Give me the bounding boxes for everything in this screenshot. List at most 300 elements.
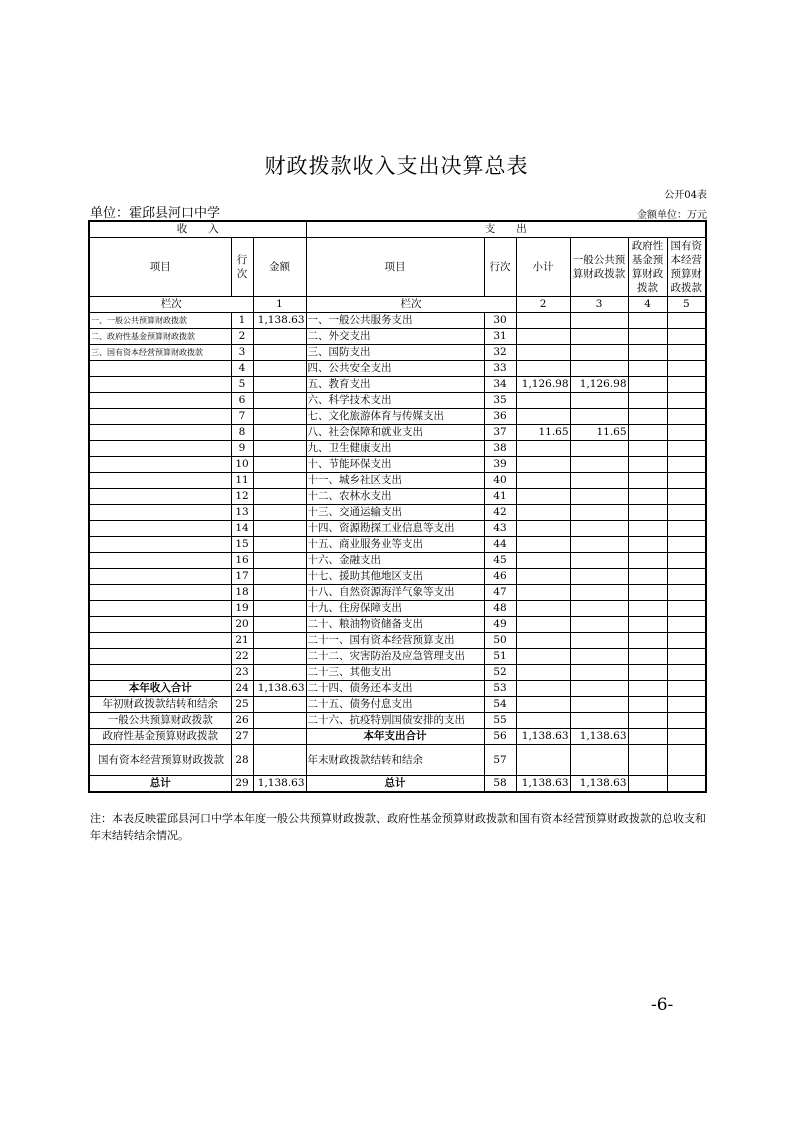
state-capital-cell: [667, 713, 706, 729]
table-row: [89, 505, 706, 521]
income-amount-cell: [253, 713, 306, 729]
form-code: 公开04表: [664, 190, 707, 201]
income-line-cell: 25: [231, 697, 253, 713]
state-capital-cell: [667, 633, 706, 649]
expense-line-cell: 50: [484, 633, 516, 649]
income-amount-cell: [253, 505, 306, 521]
income-item-cell: [89, 441, 231, 457]
income-item-cell: 一、一般公共预算财政拨款: [89, 313, 231, 329]
expense-line-cell: 54: [484, 697, 516, 713]
table-row: [89, 329, 706, 345]
col-govfund-header: 政府性基金预算财政拨款: [628, 238, 667, 297]
table-row: [89, 489, 706, 505]
income-line-cell: 16: [231, 553, 253, 569]
expense-line-cell: 45: [484, 553, 516, 569]
subtotal-cell: [516, 329, 570, 345]
income-item-cell: [89, 537, 231, 553]
general-budget-cell: [570, 665, 628, 681]
general-budget-cell: [570, 489, 628, 505]
expense-item-cell: 年末财政拨款结转和结余: [306, 745, 484, 776]
general-budget-cell: 1,138.63: [570, 776, 628, 793]
expense-item-cell: 二十四、债务还本支出: [306, 681, 484, 697]
gov-fund-cell: [628, 521, 667, 537]
income-amount-cell: [253, 665, 306, 681]
col-num-5: 5: [667, 297, 706, 313]
expense-line-cell: 46: [484, 569, 516, 585]
expense-item-cell: 五、教育支出: [306, 377, 484, 393]
income-line-cell: 23: [231, 665, 253, 681]
subtotal-cell: [516, 457, 570, 473]
income-line-cell: 19: [231, 601, 253, 617]
general-budget-cell: [570, 697, 628, 713]
state-capital-cell: [667, 377, 706, 393]
income-item-cell: [89, 585, 231, 601]
expense-line-cell: 38: [484, 441, 516, 457]
table-row: [89, 361, 706, 377]
table-row: [89, 697, 706, 713]
expense-item-cell: 九、卫生健康支出: [306, 441, 484, 457]
state-capital-cell: [667, 649, 706, 665]
income-item-cell: 本年收入合计: [89, 681, 231, 697]
state-capital-cell: [667, 457, 706, 473]
expense-line-cell: 58: [484, 776, 516, 793]
state-capital-cell: [667, 569, 706, 585]
income-item-cell: [89, 649, 231, 665]
subtotal-cell: [516, 489, 570, 505]
income-line-cell: 8: [231, 425, 253, 441]
general-budget-cell: [570, 601, 628, 617]
table-row: [89, 713, 706, 729]
expense-item-cell: 三、国防支出: [306, 345, 484, 361]
subtotal-cell: [516, 601, 570, 617]
income-amount-cell: [253, 329, 306, 345]
table-row: [89, 473, 706, 489]
state-capital-cell: [667, 361, 706, 377]
income-item-cell: 国有资本经营预算财政拨款: [89, 745, 231, 776]
col-amount-header: 金额: [253, 238, 306, 297]
income-line-cell: 13: [231, 505, 253, 521]
expense-item-cell: 二、外交支出: [306, 329, 484, 345]
table-row: [89, 601, 706, 617]
general-budget-cell: [570, 585, 628, 601]
subtotal-cell: [516, 537, 570, 553]
expense-line-cell: 33: [484, 361, 516, 377]
subtotal-cell: [516, 697, 570, 713]
table-row: [89, 569, 706, 585]
income-line-cell: 22: [231, 649, 253, 665]
income-amount-cell: [253, 569, 306, 585]
subtotal-cell: [516, 441, 570, 457]
gov-fund-cell: [628, 681, 667, 697]
income-line-cell: 17: [231, 569, 253, 585]
income-line-cell: 7: [231, 409, 253, 425]
col-statecap-header: 国有资本经营预算财政拨款: [667, 238, 706, 297]
table-row: [89, 521, 706, 537]
income-amount-cell: [253, 537, 306, 553]
subtotal-cell: [516, 473, 570, 489]
expense-item-cell: 十四、资源勘探工业信息等支出: [306, 521, 484, 537]
expense-item-cell: 二十三、其他支出: [306, 665, 484, 681]
general-budget-cell: 1,138.63: [570, 729, 628, 745]
income-item-cell: [89, 665, 231, 681]
table-row: [89, 457, 706, 473]
income-amount-cell: [253, 345, 306, 361]
expense-item-cell: 十二、农林水支出: [306, 489, 484, 505]
income-line-cell: 10: [231, 457, 253, 473]
subtotal-cell: [516, 585, 570, 601]
expense-line-cell: 57: [484, 745, 516, 776]
general-budget-cell: [570, 313, 628, 329]
income-amount-cell: [253, 409, 306, 425]
income-item-cell: [89, 361, 231, 377]
general-budget-cell: [570, 345, 628, 361]
gov-fund-cell: [628, 473, 667, 489]
gov-fund-cell: [628, 713, 667, 729]
col-num-2: 2: [516, 297, 570, 313]
income-amount-cell: [253, 457, 306, 473]
income-line-cell: 14: [231, 521, 253, 537]
gov-fund-cell: [628, 489, 667, 505]
subtotal-cell: 11.65: [516, 425, 570, 441]
income-amount-cell: 1,138.63: [253, 681, 306, 697]
income-amount-cell: [253, 521, 306, 537]
gov-fund-cell: [628, 393, 667, 409]
page-number: -6-: [651, 995, 674, 1015]
expense-item-cell: 二十二、灾害防治及应急管理支出: [306, 649, 484, 665]
subtotal-cell: [516, 649, 570, 665]
income-amount-cell: [253, 585, 306, 601]
subtotal-cell: [516, 681, 570, 697]
general-budget-cell: [570, 393, 628, 409]
expense-item-cell: 十、节能环保支出: [306, 457, 484, 473]
expense-line-cell: 44: [484, 537, 516, 553]
header-row-columns: [89, 238, 706, 297]
gov-fund-cell: [628, 633, 667, 649]
general-budget-cell: [570, 681, 628, 697]
income-amount-cell: 1,138.63: [253, 313, 306, 329]
col-num-1: 1: [253, 297, 306, 313]
state-capital-cell: [667, 505, 706, 521]
income-item-cell: [89, 473, 231, 489]
subtotal-cell: [516, 745, 570, 776]
income-line-cell: 15: [231, 537, 253, 553]
income-amount-cell: [253, 745, 306, 776]
state-capital-cell: [667, 665, 706, 681]
gov-fund-cell: [628, 601, 667, 617]
subtotal-cell: 1,138.63: [516, 729, 570, 745]
table-row: [89, 393, 706, 409]
expense-item-cell: 四、公共安全支出: [306, 361, 484, 377]
gov-fund-cell: [628, 617, 667, 633]
income-line-cell: 2: [231, 329, 253, 345]
income-item-cell: [89, 425, 231, 441]
subtotal-cell: 1,138.63: [516, 776, 570, 793]
subtotal-cell: [516, 313, 570, 329]
gov-fund-cell: [628, 409, 667, 425]
state-capital-cell: [667, 585, 706, 601]
income-line-cell: 21: [231, 633, 253, 649]
income-line-cell: 29: [231, 776, 253, 793]
table-row: [89, 425, 706, 441]
income-item-cell: [89, 553, 231, 569]
income-item-cell: [89, 569, 231, 585]
income-header: 收 入: [89, 221, 306, 238]
state-capital-cell: [667, 697, 706, 713]
income-line-cell: 6: [231, 393, 253, 409]
income-amount-cell: [253, 649, 306, 665]
general-budget-cell: [570, 361, 628, 377]
expense-header: 支 出: [306, 221, 706, 238]
expense-line-cell: 43: [484, 521, 516, 537]
subtotal-cell: [516, 617, 570, 633]
general-budget-cell: [570, 713, 628, 729]
income-line-cell: 18: [231, 585, 253, 601]
income-amount-cell: [253, 425, 306, 441]
gov-fund-cell: [628, 585, 667, 601]
income-amount-cell: [253, 617, 306, 633]
state-capital-cell: [667, 617, 706, 633]
col-label: 栏次: [89, 297, 253, 313]
page-title: 财政拨款收入支出决算总表: [264, 154, 529, 178]
general-budget-cell: 1,126.98: [570, 377, 628, 393]
subtotal-cell: [516, 569, 570, 585]
gov-fund-cell: [628, 441, 667, 457]
expense-line-cell: 52: [484, 665, 516, 681]
subtotal-cell: [516, 505, 570, 521]
general-budget-cell: [570, 617, 628, 633]
table-body: [89, 221, 706, 792]
expense-line-cell: 53: [484, 681, 516, 697]
income-item-cell: [89, 505, 231, 521]
expense-line-cell: 56: [484, 729, 516, 745]
subtotal-cell: [516, 409, 570, 425]
expense-line-cell: 41: [484, 489, 516, 505]
table-row: [89, 745, 706, 776]
income-item-cell: 年初财政拨款结转和结余: [89, 697, 231, 713]
gov-fund-cell: [628, 537, 667, 553]
general-budget-cell: [570, 745, 628, 776]
income-line-cell: 20: [231, 617, 253, 633]
gov-fund-cell: [628, 361, 667, 377]
col-label-2: 栏次: [306, 297, 516, 313]
col-line-header: 行次: [231, 238, 253, 297]
general-budget-cell: [570, 553, 628, 569]
income-item-cell: 二、政府性基金预算财政拨款: [89, 329, 231, 345]
expense-line-cell: 36: [484, 409, 516, 425]
table-row: [89, 345, 706, 361]
table-row: [89, 441, 706, 457]
expense-item-cell: 十一、城乡社区支出: [306, 473, 484, 489]
expense-item-cell: 六、科学技术支出: [306, 393, 484, 409]
income-line-cell: 3: [231, 345, 253, 361]
state-capital-cell: [667, 313, 706, 329]
state-capital-cell: [667, 489, 706, 505]
income-item-cell: 一般公共预算财政拨款: [89, 713, 231, 729]
subtotal-cell: 1,126.98: [516, 377, 570, 393]
gov-fund-cell: [628, 569, 667, 585]
col-item-header: 项目: [89, 238, 231, 297]
expense-item-cell: 八、社会保障和就业支出: [306, 425, 484, 441]
income-item-cell: [89, 409, 231, 425]
income-line-cell: 4: [231, 361, 253, 377]
income-amount-cell: [253, 377, 306, 393]
expense-line-cell: 51: [484, 649, 516, 665]
income-item-cell: 三、国有资本经营预算财政拨款: [89, 345, 231, 361]
state-capital-cell: [667, 729, 706, 745]
money-unit-label: 金额单位：万元: [637, 210, 707, 221]
expense-line-cell: 42: [484, 505, 516, 521]
expense-item-cell: 十七、援助其他地区支出: [306, 569, 484, 585]
expense-item-cell: 十六、金融支出: [306, 553, 484, 569]
income-amount-cell: [253, 441, 306, 457]
income-amount-cell: 1,138.63: [253, 776, 306, 793]
income-line-cell: 27: [231, 729, 253, 745]
general-budget-cell: [570, 409, 628, 425]
gov-fund-cell: [628, 345, 667, 361]
expense-line-cell: 32: [484, 345, 516, 361]
table-row: [89, 313, 706, 329]
subtotal-cell: [516, 345, 570, 361]
income-item-cell: [89, 601, 231, 617]
income-line-cell: 11: [231, 473, 253, 489]
state-capital-cell: [667, 329, 706, 345]
general-budget-cell: [570, 473, 628, 489]
gov-fund-cell: [628, 729, 667, 745]
unit-label: 单位：霍邱县河口中学: [90, 206, 221, 221]
general-budget-cell: [570, 457, 628, 473]
income-amount-cell: [253, 473, 306, 489]
state-capital-cell: [667, 521, 706, 537]
gov-fund-cell: [628, 697, 667, 713]
state-capital-cell: [667, 345, 706, 361]
income-item-cell: [89, 617, 231, 633]
expense-line-cell: 55: [484, 713, 516, 729]
table-row: [89, 537, 706, 553]
col-general-header: 一般公共预算财政拨款: [570, 238, 628, 297]
footnote: 注：本表反映霍邱县河口中学本年度一般公共预算财政拨款、政府性基金预算财政拨款和国有资本经营预算财政拨款的总收支和年末结转结余情况。: [90, 812, 706, 842]
expense-item-cell: 本年支出合计: [306, 729, 484, 745]
state-capital-cell: [667, 441, 706, 457]
subtotal-cell: [516, 393, 570, 409]
expense-item-cell: 总计: [306, 776, 484, 793]
table-row: [89, 776, 706, 793]
expense-line-cell: 49: [484, 617, 516, 633]
state-capital-cell: [667, 745, 706, 776]
income-line-cell: 12: [231, 489, 253, 505]
expense-line-cell: 40: [484, 473, 516, 489]
expense-line-cell: 31: [484, 329, 516, 345]
gov-fund-cell: [628, 776, 667, 793]
income-amount-cell: [253, 697, 306, 713]
income-amount-cell: [253, 553, 306, 569]
subtotal-cell: [516, 521, 570, 537]
general-budget-cell: 11.65: [570, 425, 628, 441]
income-line-cell: 24: [231, 681, 253, 697]
gov-fund-cell: [628, 745, 667, 776]
income-item-cell: 总计: [89, 776, 231, 793]
income-line-cell: 9: [231, 441, 253, 457]
income-line-cell: 26: [231, 713, 253, 729]
income-item-cell: [89, 521, 231, 537]
table-row: [89, 633, 706, 649]
table-row: [89, 409, 706, 425]
expense-line-cell: 35: [484, 393, 516, 409]
income-amount-cell: [253, 393, 306, 409]
expense-item-cell: 十五、商业服务业等支出: [306, 537, 484, 553]
column-number-row: [89, 297, 706, 313]
table-row: [89, 553, 706, 569]
income-item-cell: [89, 633, 231, 649]
table-row: [89, 617, 706, 633]
income-line-cell: 5: [231, 377, 253, 393]
state-capital-cell: [667, 409, 706, 425]
subtotal-cell: [516, 633, 570, 649]
gov-fund-cell: [628, 425, 667, 441]
expense-line-cell: 37: [484, 425, 516, 441]
expense-item-cell: 二十一、国有资本经营预算支出: [306, 633, 484, 649]
income-amount-cell: [253, 729, 306, 745]
table-row: [89, 681, 706, 697]
table-row: [89, 377, 706, 393]
gov-fund-cell: [628, 329, 667, 345]
gov-fund-cell: [628, 553, 667, 569]
income-item-cell: [89, 393, 231, 409]
header-row-group: [89, 221, 706, 238]
subtotal-cell: [516, 361, 570, 377]
table-row: [89, 585, 706, 601]
expense-item-cell: 二十五、债务付息支出: [306, 697, 484, 713]
income-line-cell: 28: [231, 745, 253, 776]
state-capital-cell: [667, 681, 706, 697]
general-budget-cell: [570, 649, 628, 665]
state-capital-cell: [667, 393, 706, 409]
expense-line-cell: 30: [484, 313, 516, 329]
income-amount-cell: [253, 489, 306, 505]
income-amount-cell: [253, 361, 306, 377]
subtotal-cell: [516, 713, 570, 729]
general-budget-cell: [570, 505, 628, 521]
gov-fund-cell: [628, 313, 667, 329]
gov-fund-cell: [628, 505, 667, 521]
general-budget-cell: [570, 633, 628, 649]
general-budget-cell: [570, 537, 628, 553]
income-item-cell: 政府性基金预算财政拨款: [89, 729, 231, 745]
expense-item-cell: 十三、交通运输支出: [306, 505, 484, 521]
gov-fund-cell: [628, 665, 667, 681]
col-num-3: 3: [570, 297, 628, 313]
general-budget-cell: [570, 521, 628, 537]
state-capital-cell: [667, 553, 706, 569]
income-item-cell: [89, 377, 231, 393]
expense-line-cell: 39: [484, 457, 516, 473]
general-budget-cell: [570, 441, 628, 457]
expense-item-cell: 七、文化旅游体育与传媒支出: [306, 409, 484, 425]
expense-item-cell: 一、一般公共服务支出: [306, 313, 484, 329]
income-amount-cell: [253, 601, 306, 617]
budget-table: [88, 220, 707, 793]
expense-line-cell: 34: [484, 377, 516, 393]
subtotal-cell: [516, 665, 570, 681]
col-subtotal-header: 小计: [516, 238, 570, 297]
table-row: [89, 649, 706, 665]
state-capital-cell: [667, 776, 706, 793]
state-capital-cell: [667, 601, 706, 617]
gov-fund-cell: [628, 377, 667, 393]
col-item2-header: 项目: [306, 238, 484, 297]
income-line-cell: 1: [231, 313, 253, 329]
expense-line-cell: 48: [484, 601, 516, 617]
state-capital-cell: [667, 537, 706, 553]
